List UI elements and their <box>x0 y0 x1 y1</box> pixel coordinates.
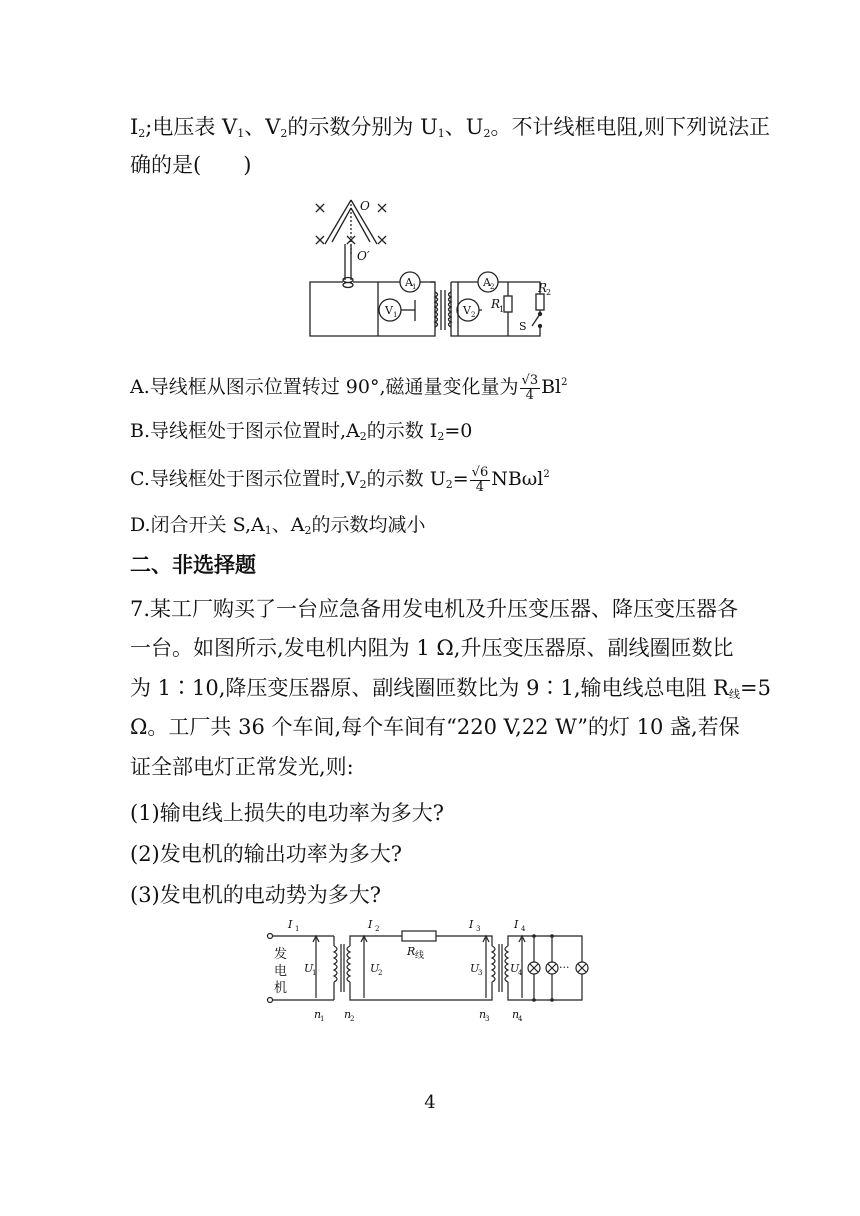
problem7-line-3: 为 1∶10,降压变压器原、副线圈匝数比为 9∶1,输电线总电阻 $R_线=5$ <box>130 676 771 701</box>
label-n3: n <box>479 1008 487 1021</box>
label-R2-sub: 2 <box>546 288 552 297</box>
label-V2-sub: 2 <box>471 311 476 319</box>
label-U2: U <box>370 962 380 975</box>
fraction-sqrt6-over-4: $\frac{√6}{4}$ <box>471 464 489 495</box>
gen-label-2: 电 <box>274 964 288 979</box>
svg-text:1: 1 <box>295 925 300 933</box>
svg-text:1: 1 <box>320 1015 325 1023</box>
svg-text:1: 1 <box>312 969 317 977</box>
gen-label-1: 发 <box>274 947 288 962</box>
svg-text:4: 4 <box>518 1015 523 1023</box>
problem7-line-2: 一台。如图所示,发电机内阻为 1 Ω,升压变压器原、副线圈匝数比 <box>130 636 734 660</box>
label-I3: I <box>469 918 474 931</box>
problem7-line-5: 证全部电灯正常发光,则: <box>130 755 354 779</box>
label-n1: n <box>314 1008 322 1021</box>
label-A2-sub: 2 <box>490 283 495 291</box>
label-U1: U <box>304 962 314 975</box>
option-c: C.导线框处于图示位置时$,V_2$的示数 $U_2=$ $\frac{√6}{4}$ NBωl$^2$ <box>130 464 550 495</box>
lamp-dots: ··· <box>559 961 570 974</box>
question-3: (3)发电机的电动势为多大? <box>130 883 382 907</box>
svg-text:线: 线 <box>415 951 425 961</box>
figure-generator-circuit <box>300 196 570 344</box>
svg-text:3: 3 <box>485 1015 490 1023</box>
label-O-prime: O′ <box>357 249 370 263</box>
problem7-line-4: Ω。工厂共 36 个车间,每个车间有“220 V,22 W”的灯 10 盏,若保 <box>130 715 740 739</box>
lamp-icon <box>576 962 588 974</box>
option-d: D.闭合开关 $S,A_1$、$A_2$的示数均减小 <box>130 514 426 537</box>
section-heading: 二、非选择题 <box>130 553 256 577</box>
option-a: A.导线框从图示位置转过 90°,磁通量变化量为 $\frac{√3}{4}$ Bl$^2$ <box>130 372 568 403</box>
label-U4: U <box>510 962 520 975</box>
label-n4: n <box>512 1008 520 1021</box>
svg-text:3: 3 <box>476 925 481 933</box>
svg-text:4: 4 <box>518 969 523 977</box>
svg-text:2: 2 <box>378 969 383 977</box>
label-A1: A <box>405 276 413 289</box>
problem7-line-1: 7.某工厂购买了一台应急备用发电机及升压变压器、降压变压器各 <box>130 597 739 621</box>
label-O: O <box>360 199 370 213</box>
question-1: (1)输电线上损失的电功率为多大? <box>130 801 445 825</box>
label-A1-sub: 1 <box>412 283 417 291</box>
label-S: S <box>519 320 527 333</box>
line-resistor <box>402 931 436 941</box>
option-b: B.导线框处于图示位置时$,A_2$的示数 $I_2=0$ <box>130 420 473 443</box>
label-R1: R <box>491 297 501 311</box>
label-R2: R <box>538 281 548 295</box>
page-number: 4 <box>424 1092 436 1113</box>
label-R1-sub: 1 <box>499 305 505 314</box>
label-V2: V <box>463 304 471 317</box>
svg-text:4: 4 <box>521 925 526 933</box>
label-I4: I <box>514 918 519 931</box>
label-I1: I <box>288 918 293 931</box>
label-n2: n <box>344 1008 352 1021</box>
label-R: R <box>407 945 416 958</box>
label-U3: U <box>470 962 480 975</box>
svg-text:2: 2 <box>375 925 380 933</box>
intro-line-2: 确的是( ) <box>130 153 252 177</box>
intro-line-1: $I_2$;电压表 $V_1$、$V_2$的示数分别为 $U_1$、$U_2$。不计线框电阻,则下列说法正 <box>130 115 771 140</box>
question-2: (2)发电机的输出功率为多大? <box>130 842 403 866</box>
label-V1-sub: 1 <box>393 311 398 319</box>
figure-power-transmission <box>264 914 604 1024</box>
gen-label-3: 机 <box>274 981 288 996</box>
lamp-icon <box>528 936 540 1000</box>
label-A2: A <box>483 276 491 289</box>
label-I2: I <box>368 918 373 931</box>
svg-text:3: 3 <box>478 969 483 977</box>
lamp-icon <box>546 936 558 1000</box>
fraction-sqrt3-over-4: $\frac{√3}{4}$ <box>521 372 539 403</box>
svg-text:2: 2 <box>350 1015 355 1023</box>
label-V1: V <box>385 304 393 317</box>
